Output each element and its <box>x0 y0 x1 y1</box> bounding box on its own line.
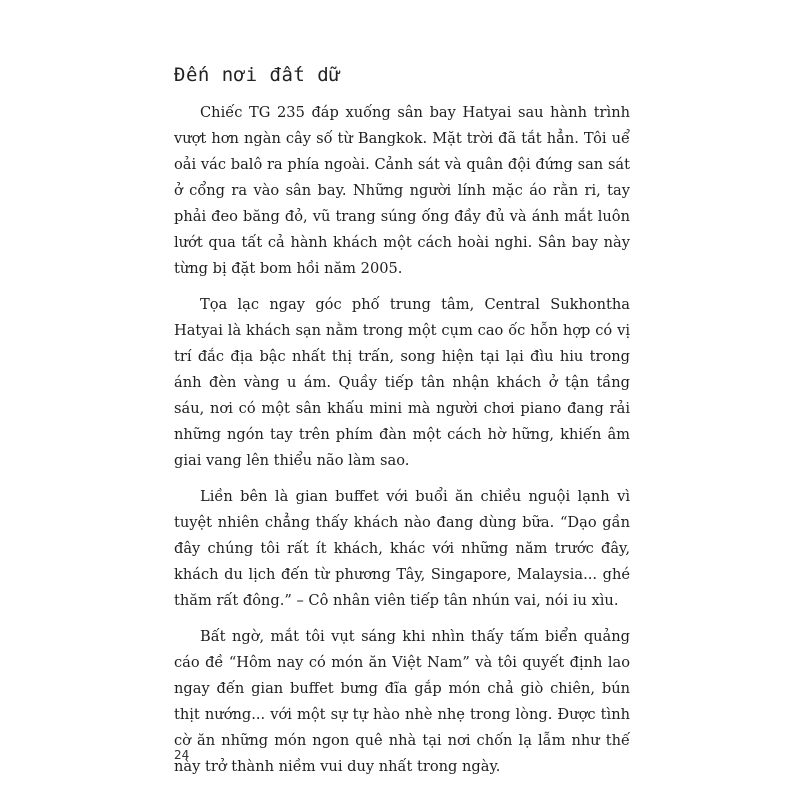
body-text <box>174 100 630 790</box>
paragraph-2: Tọa lạc ngay góc phố trung tâm, Central Sukhontha Hatyai là khách sạn nằm trong một cụm cao ốc hỗn hợp có vị trí đắc địa bậc nhất thị trấn, song hiện tại lại đìu hiu trong ánh đèn vàng u ám. Quầy tiếp tân nhận khách ở tận tầng sáu, nơi có một sân khấu mini mà người chơi piano đang rải những ngón tay trên phím đàn một cách hờ hững, khiến âm giai vang lên thiểu não làm sao. <box>174 296 630 469</box>
paragraph-4: Bất ngờ, mắt tôi vụt sáng khi nhìn thấy tấm biển quảng cáo đề “Hôm nay có món ăn Việt Nam” và tôi quyết định lao ngay đến gian buffet bưng đĩa gắp món chả giò chiên, bún thịt nướng... với một sự tự hào nhè nhẹ trong lòng. Được tình cờ ăn những món ngon quê nhà tại nơi chốn lạ lẫm như thế này trở thành niềm vui duy nhất trong ngày. <box>174 628 630 775</box>
paragraph-3: Liền bên là gian buffet với buổi ăn chiều nguội lạnh vì tuyệt nhiên chẳng thấy khách nào đang dùng bữa. “Dạo gần đây chúng tôi rất ít khách, khác với những năm trước đây, khách du lịch đến từ phương Tây, Singapore, Malaysia... ghé thăm rất đông.” – Cô nhân viên tiếp tân nhún vai, nói iu xìu. <box>174 488 630 609</box>
chapter-title: Đến nơi đất dữ <box>174 64 342 86</box>
page-number: 24 <box>174 748 190 762</box>
paragraph-1: Chiếc TG 235 đáp xuống sân bay Hatyai sau hành trình vượt hơn ngàn cây số từ Bangkok. Mặt trời đã tắt hẳn. Tôi uể oải vác balô ra phía ngoài. Cảnh sát và quân đội đứng san sát ở cổng ra vào sân bay. Những người lính mặc áo rằn ri, tay phải đeo băng đỏ, vũ trang súng ống đầy đủ và ánh mắt luôn lướt qua tất cả hành khách một cách hoài nghi. Sân bay này từng bị đặt bom hồi năm 2005. <box>174 104 630 277</box>
